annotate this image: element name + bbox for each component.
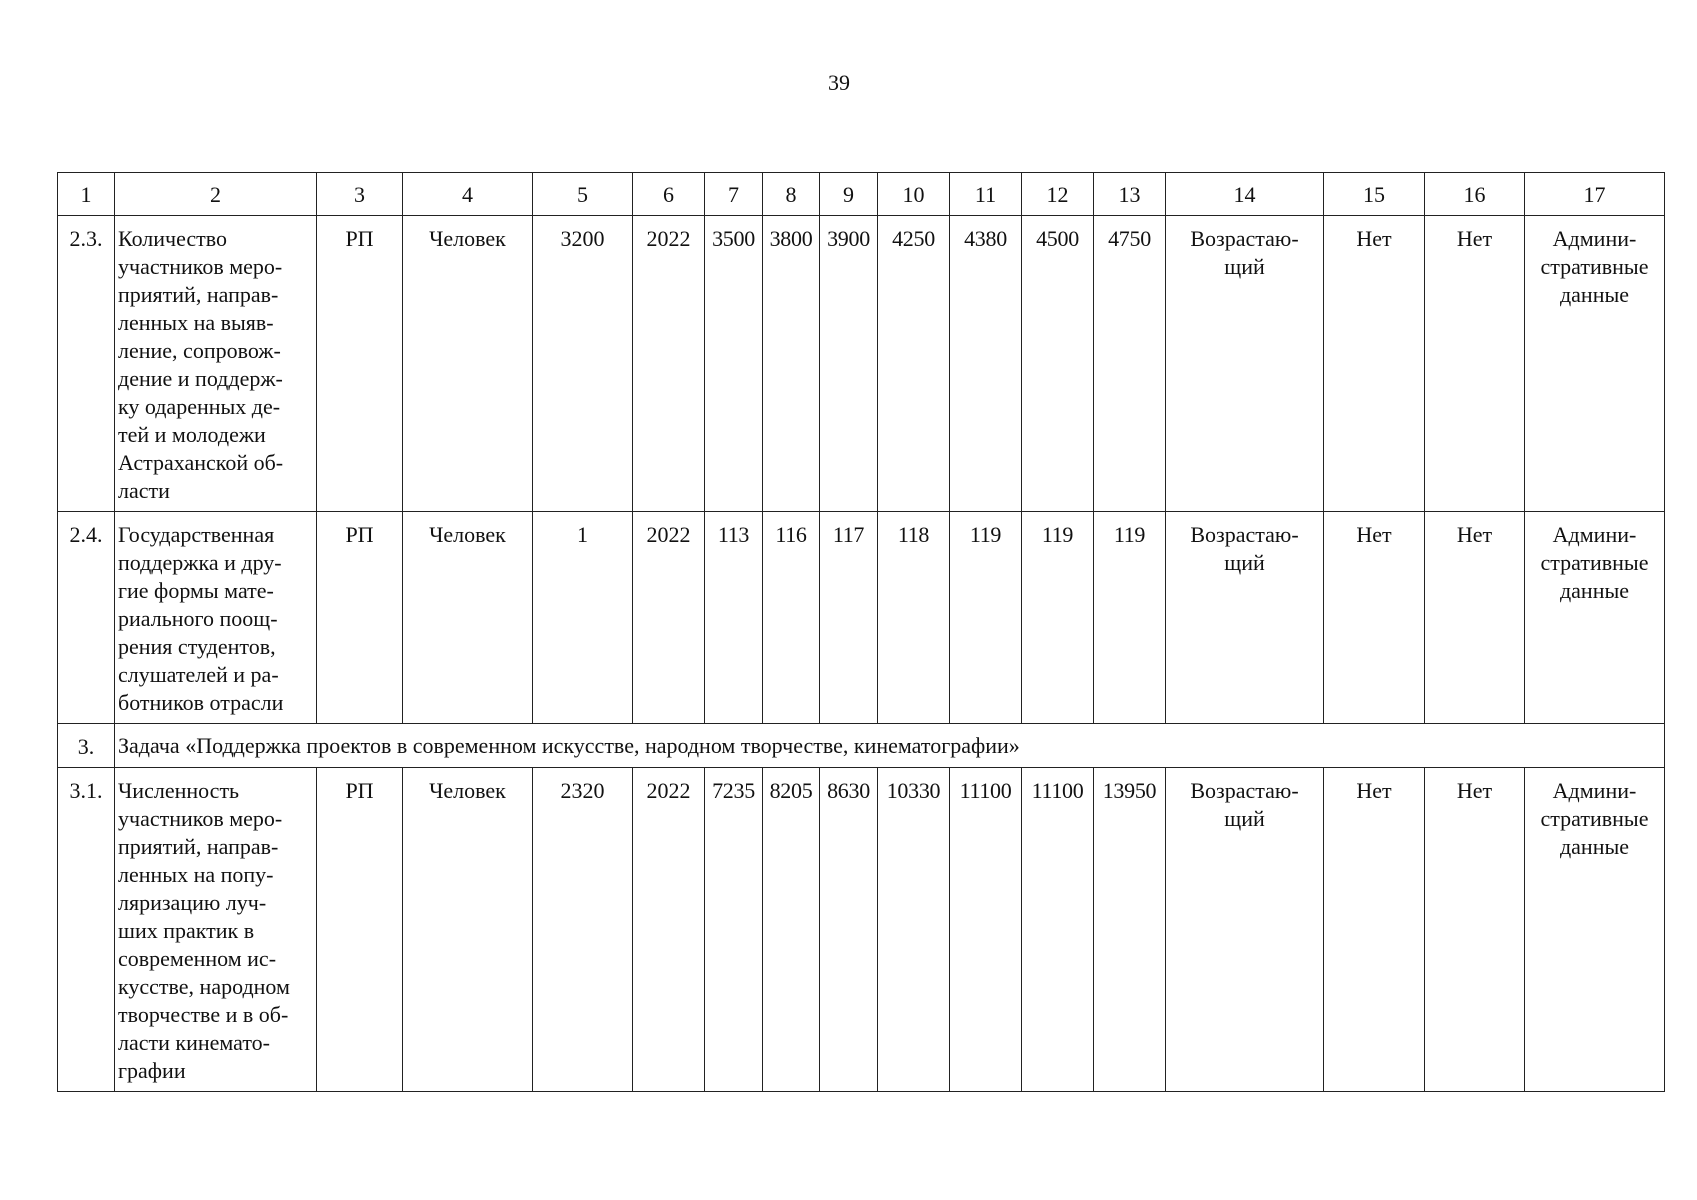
column-15-value: Нет	[1324, 512, 1425, 724]
table-row	[58, 216, 1665, 512]
year-value: 116	[763, 512, 820, 724]
base-value: 2320	[533, 768, 633, 1092]
trend: Возрастаю- щий	[1166, 216, 1324, 512]
data-source: Админи- стративные данные	[1525, 512, 1665, 724]
year-value: 117	[820, 512, 878, 724]
indicator-name: Количество участников меро- приятий, направ- ленных на выяв- ление, сопровож- дение и поддерж- ку одаренных де- тей и молодежи Астраханской об- ласти	[115, 216, 317, 512]
indicators-table	[57, 172, 1665, 1092]
year-value: 119	[1022, 512, 1094, 724]
unit-of-measure: Человек	[403, 768, 533, 1092]
base-value: 1	[533, 512, 633, 724]
year-value: 4500	[1022, 216, 1094, 512]
base-value: 3200	[533, 216, 633, 512]
data-source: Админи- стративные данные	[1525, 216, 1665, 512]
column-number-row	[58, 173, 1665, 216]
column-number: 17	[1525, 173, 1665, 216]
indicator-name: Государственная поддержка и дру- гие формы мате- риального поощ- рения студентов, слушателей и ра- ботников отрасли	[115, 512, 317, 724]
column-number: 5	[533, 173, 633, 216]
table-row	[58, 768, 1665, 1092]
base-year: 2022	[633, 512, 705, 724]
column-number: 16	[1425, 173, 1525, 216]
year-value: 11100	[1022, 768, 1094, 1092]
year-value: 3500	[705, 216, 763, 512]
task-row	[58, 724, 1665, 768]
column-number: 14	[1166, 173, 1324, 216]
trend: Возрастаю- щий	[1166, 768, 1324, 1092]
row-number: 2.4.	[58, 512, 115, 724]
year-value: 118	[878, 512, 950, 724]
column-number: 9	[820, 173, 878, 216]
base-year: 2022	[633, 768, 705, 1092]
column-number: 11	[950, 173, 1022, 216]
year-value: 7235	[705, 768, 763, 1092]
year-value: 13950	[1094, 768, 1166, 1092]
year-value: 10330	[878, 768, 950, 1092]
column-number: 12	[1022, 173, 1094, 216]
task-title: Задача «Поддержка проектов в современном искусстве, народном творчестве, кинематографии»	[115, 724, 1665, 768]
year-value: 3900	[820, 216, 878, 512]
column-number: 6	[633, 173, 705, 216]
column-number: 8	[763, 173, 820, 216]
base-year: 2022	[633, 216, 705, 512]
column-number: 3	[317, 173, 403, 216]
data-source: Админи- стративные данные	[1525, 768, 1665, 1092]
row-number: 3.1.	[58, 768, 115, 1092]
indicator-name: Численность участников меро- приятий, направ- ленных на попу- ляризацию луч- ших практик в современном ис- кусстве, народном творчестве и в об- ласти кинемато- графии	[115, 768, 317, 1092]
trend: Возрастаю- щий	[1166, 512, 1324, 724]
year-value: 119	[950, 512, 1022, 724]
column-number: 1	[58, 173, 115, 216]
year-value: 4380	[950, 216, 1022, 512]
column-number: 10	[878, 173, 950, 216]
year-value: 8205	[763, 768, 820, 1092]
column-number: 15	[1324, 173, 1425, 216]
page-number: 39	[828, 70, 850, 95]
year-value: 113	[705, 512, 763, 724]
year-value: 11100	[950, 768, 1022, 1092]
column-number: 7	[705, 173, 763, 216]
year-value: 119	[1094, 512, 1166, 724]
task-number: 3.	[58, 724, 115, 768]
row-number: 2.3.	[58, 216, 115, 512]
unit-of-measure: Человек	[403, 512, 533, 724]
column-16-value: Нет	[1425, 512, 1525, 724]
column-16-value: Нет	[1425, 768, 1525, 1092]
year-value: 4750	[1094, 216, 1166, 512]
year-value: 3800	[763, 216, 820, 512]
column-16-value: Нет	[1425, 216, 1525, 512]
column-number: 13	[1094, 173, 1166, 216]
column-15-value: Нет	[1324, 216, 1425, 512]
year-value: 4250	[878, 216, 950, 512]
indicator-level: РП	[317, 512, 403, 724]
column-number: 4	[403, 173, 533, 216]
column-15-value: Нет	[1324, 768, 1425, 1092]
year-value: 8630	[820, 768, 878, 1092]
indicator-level: РП	[317, 768, 403, 1092]
table-row	[58, 512, 1665, 724]
unit-of-measure: Человек	[403, 216, 533, 512]
indicator-level: РП	[317, 216, 403, 512]
column-number: 2	[115, 173, 317, 216]
